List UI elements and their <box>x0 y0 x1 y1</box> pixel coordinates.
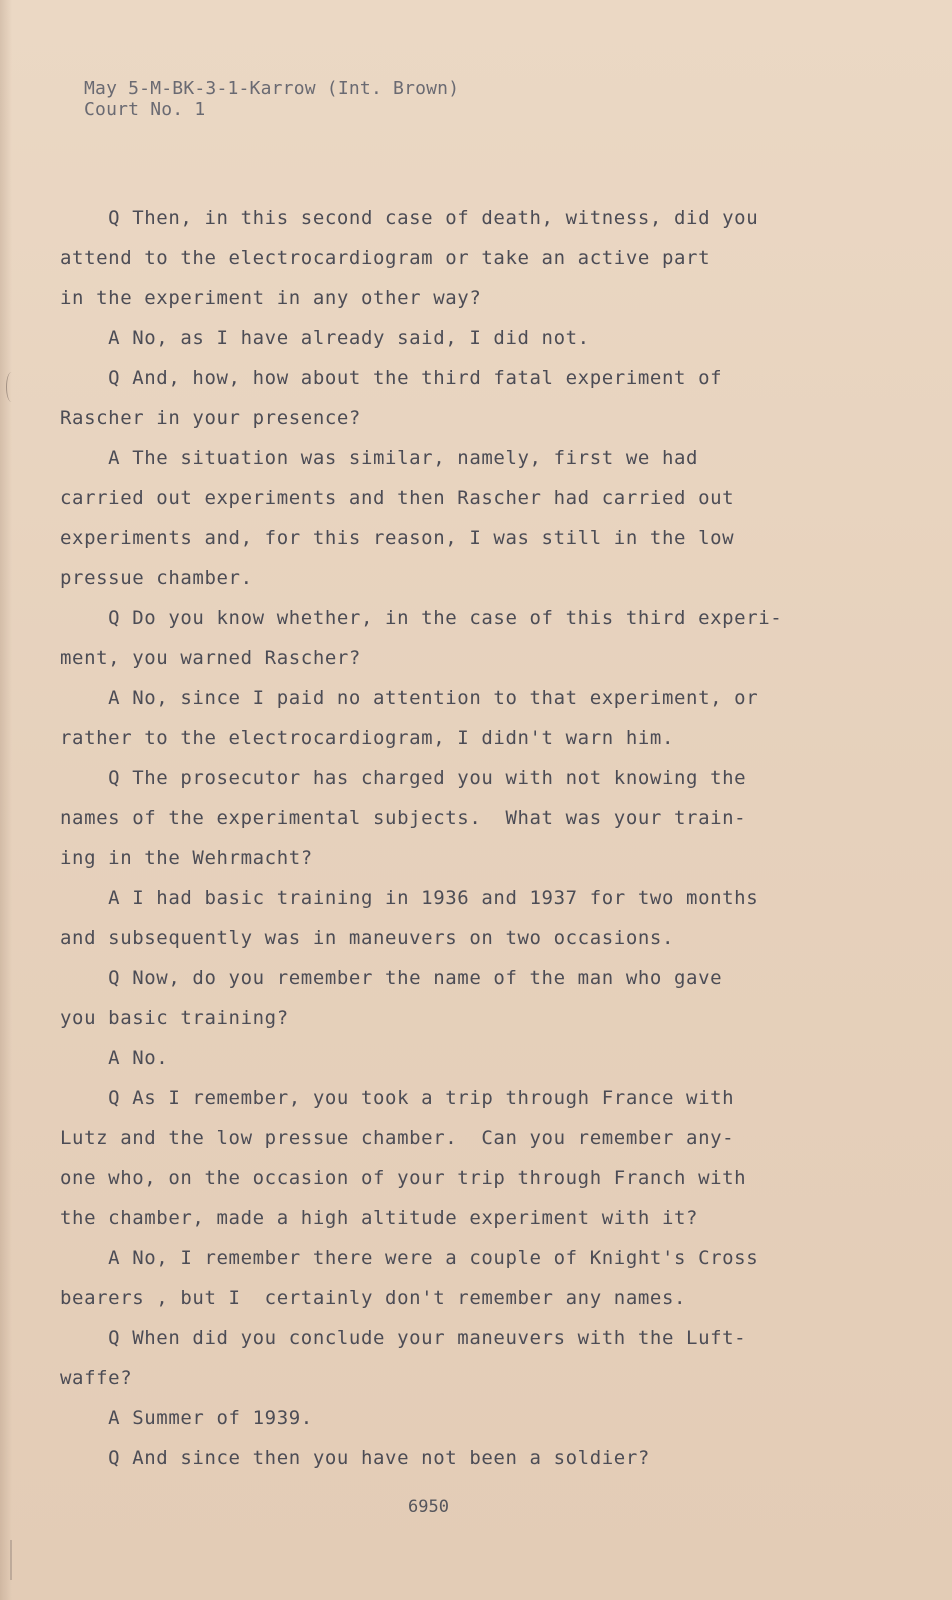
transcript-line: rather to the electrocardiogram, I didn't warn him. <box>60 727 674 749</box>
transcript-line: Q The prosecutor has charged you with not knowing the <box>60 767 747 789</box>
transcript-line: Q Do you know whether, in the case of this third experi- <box>60 607 783 629</box>
transcript-line: ment, you warned Rascher? <box>60 647 361 669</box>
page-edge-shadow <box>0 0 12 1600</box>
transcript-line: you basic training? <box>60 1007 289 1029</box>
transcript-line: Q Now, do you remember the name of the man who gave <box>60 967 723 989</box>
transcript-line: A I had basic training in 1936 and 1937 for two months <box>60 887 759 909</box>
transcript-line: ing in the Wehrmacht? <box>60 847 313 869</box>
transcript-line: in the experiment in any other way? <box>60 287 482 309</box>
transcript-line: A No, since I paid no attention to that experiment, or <box>60 687 759 709</box>
transcript-line: names of the experimental subjects. What was your train- <box>60 807 747 829</box>
transcript-line: Rascher in your presence? <box>60 407 361 429</box>
transcript-line: and subsequently was in maneuvers on two occasions. <box>60 927 674 949</box>
transcript-body <box>60 198 800 1478</box>
transcript-line: Q And since then you have not been a soldier? <box>60 1447 650 1469</box>
transcript-line: experiments and, for this reason, I was still in the low <box>60 527 735 549</box>
transcript-line: waffe? <box>60 1367 133 1389</box>
edge-scratch-mark <box>10 1540 12 1580</box>
transcript-line: Lutz and the low pressue chamber. Can you remember any- <box>60 1127 735 1149</box>
header-case-reference: May 5-M-BK-3-1-Karrow (Int. Brown) <box>84 78 460 99</box>
document-header <box>84 78 459 120</box>
transcript-line: the chamber, made a high altitude experiment with it? <box>60 1207 699 1229</box>
header-court-number: Court No. 1 <box>84 99 206 120</box>
transcript-line: A The situation was similar, namely, first we had <box>60 447 699 469</box>
transcript-line: Q Then, in this second case of death, witness, did you <box>60 207 759 229</box>
transcript-line: Q And, how, how about the third fatal experiment of <box>60 367 723 389</box>
transcript-line: A No, as I have already said, I did not. <box>60 327 590 349</box>
transcript-line: carried out experiments and then Rascher had carried out <box>60 487 735 509</box>
transcript-line: one who, on the occasion of your trip through Franch with <box>60 1167 747 1189</box>
transcript-line: pressue chamber. <box>60 567 253 589</box>
transcript-line: bearers , but I certainly don't remember any names. <box>60 1287 687 1309</box>
punch-hole-mark <box>6 372 17 402</box>
transcript-line: Q When did you conclude your maneuvers with the Luft- <box>60 1327 747 1349</box>
transcript-line: A No. <box>60 1047 169 1069</box>
transcript-line: attend to the electrocardiogram or take an active part <box>60 247 711 269</box>
transcript-line: A No, I remember there were a couple of Knight's Cross <box>60 1247 759 1269</box>
transcript-line: Q As I remember, you took a trip through France with <box>60 1087 735 1109</box>
page-number: 6950 <box>408 1497 449 1517</box>
transcript-line: A Summer of 1939. <box>60 1407 313 1429</box>
